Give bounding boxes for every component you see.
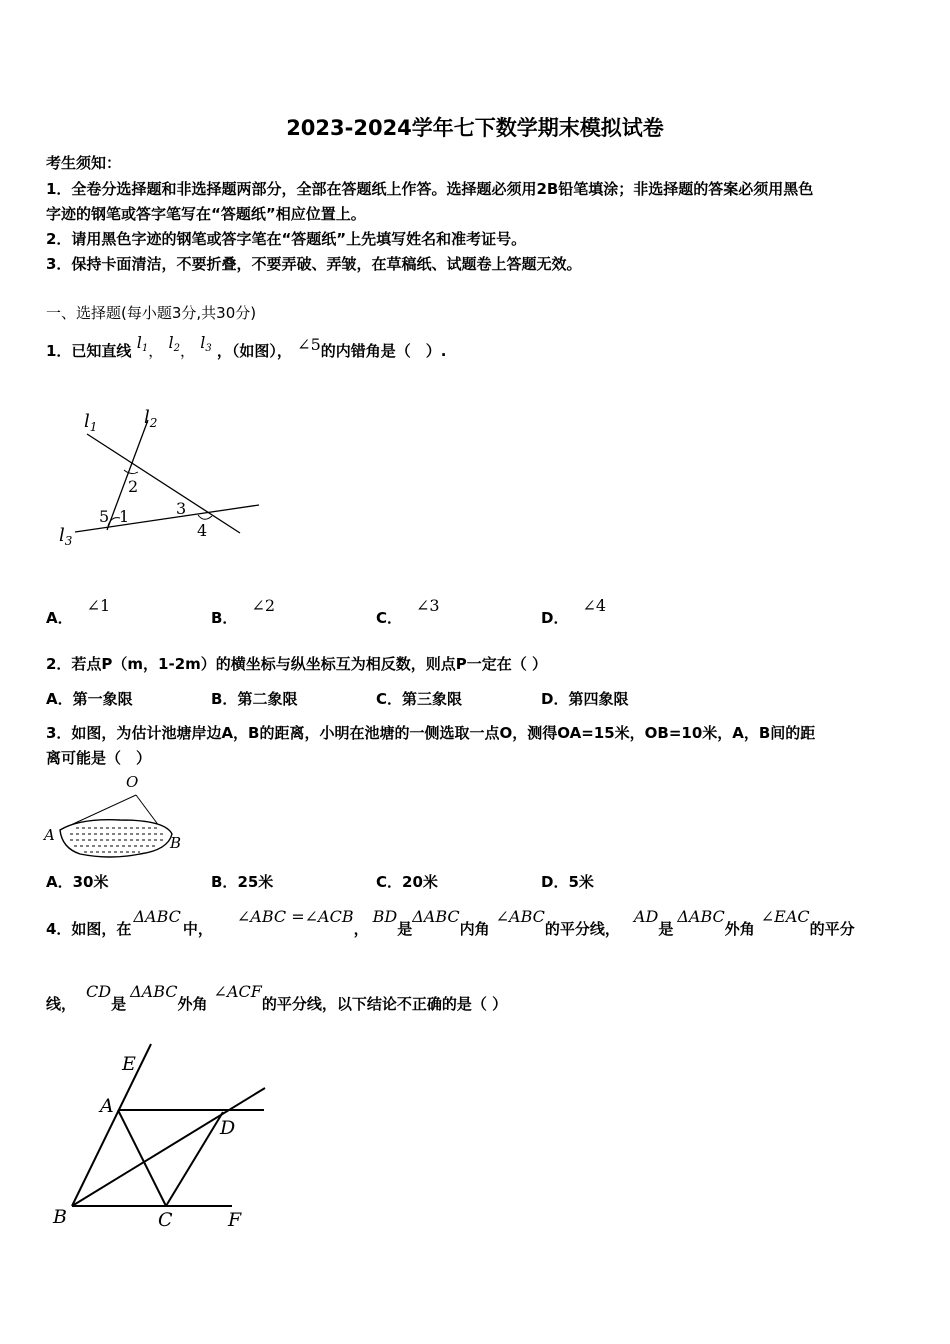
q1-stem [46,333,447,362]
segment-cd [166,1112,223,1206]
q1-l3 [200,333,212,352]
q4-stem-line-1 [46,907,855,939]
q3-option-c-value: 20米 [402,873,438,891]
q3-option-b[interactable] [211,871,273,892]
notice-line-3: 3．保持卡面清洁，不要折叠，不要弄破、弄皱，在草稿纸、试题卷上答题无效。 [46,255,582,273]
q4-math-8: ∠EAC [760,907,810,926]
notice-heading: 考生须知： [46,154,122,172]
q1-l3-letter: l [200,333,206,352]
q4-math-5: ∠ABC [495,907,545,926]
q2-option-d-value: 第四象限 [568,690,629,708]
q4-text-6: 的平分线， [544,920,620,938]
q2-option-b-value: 第二象限 [237,690,298,708]
q4-text-9: 的平分 [809,920,855,938]
page-title: 2023-2024学年七下数学期末模拟试卷 [286,116,664,140]
label-a: A [100,1095,114,1117]
q1-figure [50,398,280,558]
q4-text-10: 线， [46,995,77,1013]
label-e: E [122,1053,136,1075]
q2-option-a-key: A． [46,690,73,708]
q2-option-d[interactable] [541,688,628,709]
q2-option-b[interactable] [211,688,297,709]
q2-option-c[interactable] [376,688,462,709]
q4-math-11: ∠ACF [213,982,262,1001]
q4-text-2: 中， [182,920,213,938]
q4-text-11: 是 [111,995,127,1013]
q3-option-c[interactable] [376,871,438,892]
q4-text-4: 是 [397,920,413,938]
q1-option-d[interactable] [541,596,607,628]
label-l2: $l_2$ [144,407,158,430]
q1-option-d-value: ∠4 [582,596,607,615]
q2-option-c-key: C． [376,690,403,708]
q4-text-3: ， [353,920,369,938]
q3-stem-line-2: 离可能是（ ） [46,749,152,767]
q1-option-d-key: D． [541,609,569,627]
q1-comma-1: ， [148,342,164,360]
q4-text-5: 内角 [459,920,490,938]
q1-suffix: 的内错角是（ ）. [320,342,447,360]
label-b: B [53,1206,67,1228]
label-a: A [44,826,55,844]
q1-l2 [168,333,180,352]
label-c: C [158,1209,173,1231]
q1-comma-2: ， [179,342,195,360]
q1-option-a-key: A． [46,609,73,627]
q1-option-c-key: C． [376,609,403,627]
q3-option-b-key: B． [211,873,238,891]
label-angle-1: 1 [119,507,130,526]
q1-angle: ∠5 [297,335,321,354]
q4-math-9: CD [86,982,112,1001]
q4-stem-line-2 [46,982,508,1014]
line-l1 [87,434,240,533]
notice-line-1a: 1．全卷分选择题和非选择题两部分，全部在答题纸上作答。选择题必须用2B铅笔填涂；非选择题的答案必须用黑色 [46,180,814,198]
q4-math-6: AD [633,907,659,926]
q2-option-a[interactable] [46,688,133,709]
q4-math-10: ΔABC [130,982,178,1001]
label-l3: $l_3$ [59,525,73,548]
arc-angle-2 [124,470,138,474]
q1-option-b-key: B． [211,609,238,627]
q3-option-c-key: C． [376,873,403,891]
q2-option-d-key: D． [541,690,569,708]
q3-option-a-key: A． [46,873,73,891]
notice-line-1b: 字迹的钢笔或答字笔写在“答题纸”相应位置上。 [46,205,366,223]
q3-option-a[interactable] [46,871,108,892]
q1-l1-letter: l [136,333,142,352]
q4-text-13: 的平分线，以下结论不正确的是（ ） [261,995,508,1013]
q1-prefix: 1．已知直线 [46,342,132,360]
q3-option-b-value: 25米 [237,873,274,891]
q1-option-c[interactable] [376,596,440,628]
q3-option-d-value: 5米 [568,873,594,891]
q4-text-8: 外角 [724,920,755,938]
q1-option-a-value: ∠1 [86,596,111,615]
label-angle-4: 4 [197,521,208,540]
q2-stem: 2．若点P（m，1-2m）的横坐标与纵坐标互为相反数，则点P一定在（ ） [46,655,548,673]
label-angle-5: 5 [99,507,110,526]
q4-math-3: BD [372,907,398,926]
q4-text-7: 是 [658,920,674,938]
q3-stem-line-1: 3．如图，为估计池塘岸边A，B的距离，小明在池塘的一侧选取一点O，测得OA=15米，OB=10米，A，B间的距 [46,724,816,742]
q3-option-a-value: 30米 [72,873,109,891]
q1-option-c-value: ∠3 [416,596,440,615]
label-angle-3: 3 [176,499,187,518]
q1-l1 [137,333,149,352]
notice-line-2: 2．请用黑色字迹的钢笔或答字笔在“答题纸”上先填写姓名和准考证号。 [46,230,527,248]
q1-option-b[interactable] [211,596,276,628]
q2-option-a-value: 第一象限 [72,690,133,708]
pond [60,820,172,857]
q3-option-d-key: D． [541,873,569,891]
q4-math-4: ΔABC [412,907,460,926]
label-l1: $l_1$ [84,411,98,434]
q3-option-d[interactable] [541,871,594,892]
label-d: D [220,1117,236,1139]
q4-math-1: ΔABC [133,907,181,926]
q1-l3-sub: 3 [205,343,212,354]
q3-figure [40,770,190,865]
label-angle-2: 2 [128,477,139,496]
q4-text-12: 外角 [177,995,208,1013]
arc-angle-4 [198,515,212,519]
q1-l1-sub: 1 [141,343,149,354]
q1-l2-sub: 2 [173,343,180,354]
q1-option-b-value: ∠2 [251,596,276,615]
label-b: B [170,834,182,852]
label-o: O [126,773,139,791]
segment-ac [118,1110,166,1206]
q4-text-1: 4．如图，在 [46,920,132,938]
q4-figure [50,1040,280,1235]
q1-l2-letter: l [168,333,174,352]
q4-math-7: ΔABC [677,907,725,926]
q1-option-a[interactable] [46,596,111,628]
q2-option-b-key: B． [211,690,238,708]
q4-math-2: ∠ABC =∠ACB [236,907,354,926]
label-f: F [228,1209,242,1231]
section-heading: 一、选择题(每小题3分,共30分) [46,304,257,322]
q1-mid: ，（如图）， [216,342,292,360]
q2-option-c-value: 第三象限 [402,690,463,708]
